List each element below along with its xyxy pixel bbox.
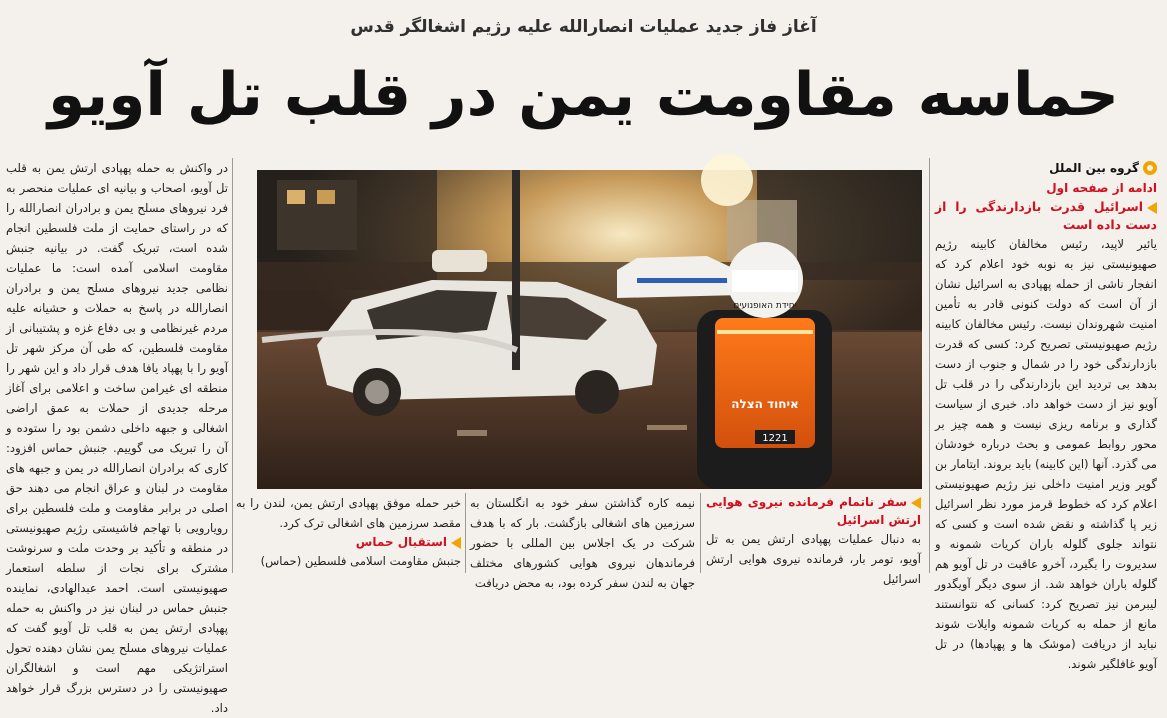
vest-text: איחוד הצלה	[731, 397, 799, 411]
helmet-text: יחידת האופנועים	[733, 301, 797, 311]
headline: حماسه مقاومت یمن در قلب تل آویو	[47, 60, 1119, 130]
subhead-marker-icon	[911, 497, 921, 509]
section-tag	[935, 158, 1157, 178]
column-rule-left	[232, 158, 233, 573]
section-logo-icon	[1143, 161, 1157, 175]
article-body: جنبش مقاومت اسلامی فلسطین (حماس)	[260, 554, 461, 568]
crash-scene-image	[257, 170, 922, 489]
article-column-bottom-2	[470, 493, 695, 590]
subhead-marker-icon	[1147, 202, 1157, 214]
article-body: به دنبال عملیات پهپادی ارتش یمن به تل آویو، تومر بار، فرمانده نیروی هوایی ارتش اسرائیل	[706, 532, 921, 586]
column-rule-bottom-1	[700, 493, 701, 573]
article-subhead	[236, 533, 461, 551]
article-subhead-text: سفر ناتمام فرمانده نیروی هوایی ارتش اسرائیل	[706, 495, 921, 527]
article-column-bottom-3	[236, 493, 461, 577]
article-column-left	[6, 158, 228, 715]
subhead-marker-icon	[451, 537, 461, 549]
continued-from-label: ادامه از صفحه اول	[1046, 181, 1157, 195]
article-column-right	[935, 158, 1157, 671]
section-name: گروه بین الملل	[1049, 161, 1139, 175]
column-rule-right	[929, 158, 930, 573]
vest-number: 1221	[762, 433, 788, 444]
article-subhead	[935, 198, 1157, 234]
article-subhead-text: استقبال حماس	[355, 535, 447, 549]
article-body: خبر حمله موفق پهپادی ارتش یمن، لندن را به مقصد سرزمین های اشغالی ترک کرد.	[236, 496, 461, 530]
article-body: نیمه کاره گذاشتن سفر خود به انگلستان به سرزمین های اشغالی بازگشت. بار که با هدف شرکت در یک اجلاس بین المللی با حضور فرماندهان نیروی هوایی کشورهای مختلف جهان به لندن سفر کرده بود، به محض دریافت	[470, 496, 695, 590]
news-photo	[257, 170, 922, 489]
article-subhead	[706, 493, 921, 529]
article-subhead-text: اسرائیل قدرت بازدارندگی را از دست داده است	[935, 199, 1157, 232]
kicker: آغاز فاز جدید عملیات انصارالله علیه رژیم اشغالگر قدس	[350, 17, 817, 37]
article-body: در واکنش به حمله پهپادی ارتش یمن به قلب تل آویو، اصحاب و بیانیه ای عملیات منحصر به فرد نیروهای مسلح یمن و برادران انصارالله را که در راستای حمایت از ملت فلسطین انجام شده است، تبریک گفت. در بیانیه جنبش مقاومت اسلامی آمده است: ما عملیات نظامی جدید نیروهای مسلح یمن و برادران انصارالله در پاسخ به حملات و حشیانه علیه مردم غیرنظامی و بی دفاع غزه و پشتیبانی از مقاومت فلسطین، که طی آن مرکز شهر تل آویو را با پهپاد یافا هدف قرار داد و این شهر را منطقه ای غیرامن ساخت و اعلامی برای آغاز مرحله جدیدی از حملات به عمق اراضی اشغالی و جبهه داخلی دشمن بود را ستوده و آن را تبریک می گوییم. جنبش حماس افزود: کاری که برادران انصارالله در یمن و جبهه های مقاومت در لبنان و عراق انجام می دهند حق اصلی در برابر مقاومت و ملت فلسطین برای رویارویی با تهاجم فاشیستی رژیم صهیونیستی در منطقه و تأکید بر وحدت ملت و سرنوشت مشترک برای نجات از سلطه استعمار صهیونیستی است. احمد عبدالهادی، نماینده جنبش حماس در لبنان نیز در واکنش به حمله پهپادی ارتش یمن به قلب تل آویو گفت که عملیات نیروهای مسلح یمن نشان دهنده تحول استراتژیکی مهم است و اشغالگران صهیونیستی را در دسترس بزرگ قرار خواهد داد.	[6, 161, 228, 715]
column-rule-bottom-2	[465, 493, 466, 573]
article-body: یائیر لاپید، رئیس مخالفان کابینه رژیم صهیونیستی نیز به نوبه خود اعلام کرد که انفجار ناشی از حمله پهپادی به اسرائیل نشان از آن است که دولت کنونی قادر به تأمین امنیت شهروندان نیست. رئیس مخالفان کابینه رژیم صهیونیستی تصریح کرد: کسی که قدرت بازدارندگی خود را در شمال و جنوب از دست بدهد بی تردید این بازدارندگی را در قلب تل آویو نیز از دست خواهد داد. خبری از سیاست گذاری و برنامه ریزی نیست و همه چیز بر محور روابط عمومی و بحث درباره خودشان می گذرد. آنها (این کابینه) باید بروند. ایتامار بن گویر وزیر امنیت داخلی نیز رژیم صهیونیستی اعلام کرد که خطوط قرمز مورد نظر اسرائیل زیر پا گذاشته و نقض شده است و کسی که نتواند جلوی گلوله باران کریات شمونه و سدیروت را بگیرد، آخرو عاقبت در تل آویو هم گلوله باران خواهد شد. از سوی دیگر آویگدور لیبرمن نیز تصریح کرد: کسانی که نتوانستند مانع از حمله به کریات شمونه وایلات شوند نباید از دریافت (موشک ها و پهپادها) در تل آویو غافلگیر شوند.	[935, 237, 1157, 671]
article-column-bottom-1	[706, 493, 921, 586]
